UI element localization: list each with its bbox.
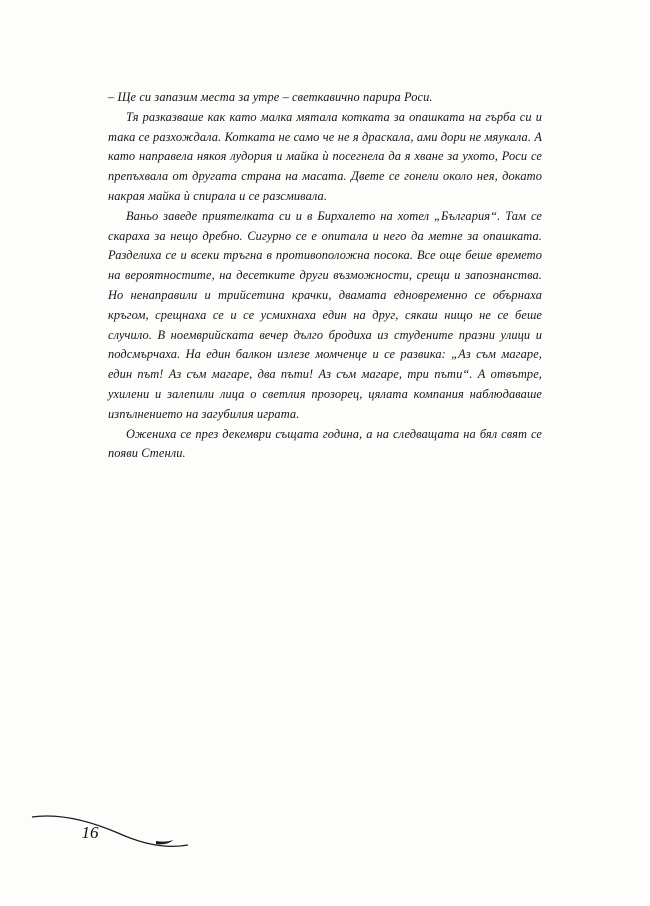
page-number: 16 (81, 823, 99, 842)
page-text-body (108, 88, 542, 464)
paragraph-3: Ваньо заведе приятелката си и в Бирхалето на хотел „България“. Там се скараха за нещо дребно. Сигурно се е опитала и него да метне за опашката. Разделиха се и всеки тръгна в противоположна посока. Все още беше времето на вероятностите, на десетките други възможности, срещи и запознанства. Но ненаправили и трийсетина крачки, двамата едновременно се обърнаха кръгом, срещнаха се и се усмихнаха един на друг, сякаш нищо не се беше случило. В ноемврийската вечер дълго бродиха из студените празни улици и подсмърчаха. На един балкон излезе момченце и се развика: „Аз съм магаре, един път! Аз съм магаре, два пъти! Аз съм магаре, три пъти“. А отвътре, ухилени и залепили лица о светлия прозорец, цялата компания наблюдаваше изпълнението на загубилия играта. (108, 208, 542, 421)
paragraph-2: Тя разказваше как като малка мятала котката за опашката на гърба си и така се разхождала. Котката не само че не я драскала, ами дори не мяукала. А като направела някоя лудория и майка ѝ посегнела да я хване за ухото, Роси се препъхвала от другата страна на масата. Двете се гонели около нея, докато накрая майка ѝ спирала и се разсмивала. (108, 109, 542, 203)
paragraph-1: – Ще си запазим места за утре – светкавично парира Роси. (108, 90, 433, 104)
paragraph-4: Ожениха се през декември същата година, а на следващата на бял свят се появи Стенли. (108, 426, 542, 461)
page-footer (0, 795, 650, 885)
